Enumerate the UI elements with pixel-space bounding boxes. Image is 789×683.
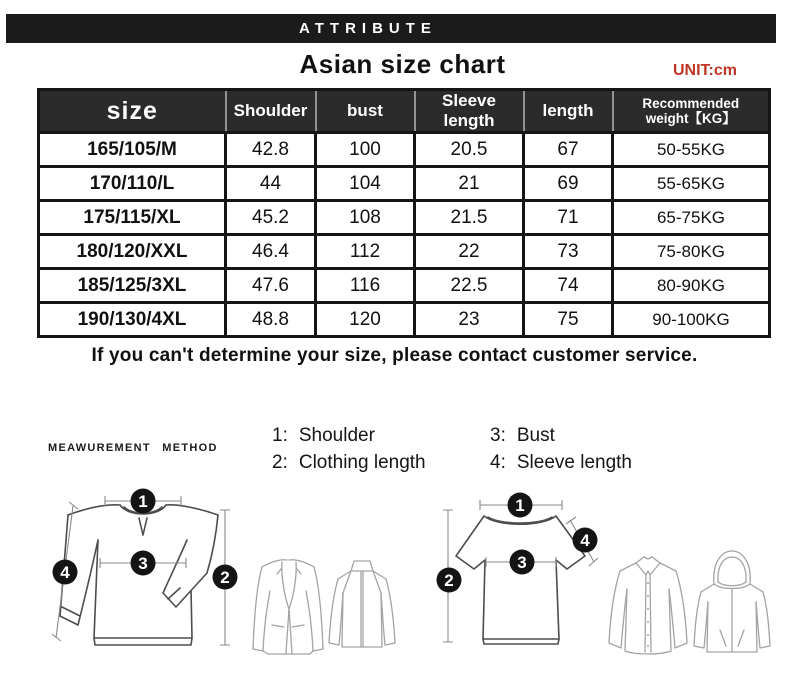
length-value: 73 [524, 235, 613, 269]
bust-value: 104 [316, 167, 415, 201]
table-row [39, 235, 770, 269]
shoulder-value: 48.8 [226, 303, 316, 337]
weight-value: 75-80KG [613, 235, 770, 269]
legend-label: Clothing length [298, 452, 426, 473]
col-header-size: size [39, 90, 226, 133]
marker-sleeve: 4 [580, 531, 590, 550]
size-value: 190/130/4XL [39, 303, 226, 337]
col-header-recommended-weight: Recommended weight【KG】 [613, 90, 770, 133]
sleeve-value: 21 [415, 167, 524, 201]
weight-value: 80-90KG [613, 269, 770, 303]
table-row [39, 133, 770, 167]
length-value: 74 [524, 269, 613, 303]
bust-value: 112 [316, 235, 415, 269]
marker-sleeve: 4 [60, 563, 70, 582]
col-header-bust: bust [316, 90, 415, 133]
legend-item-bust [490, 425, 632, 447]
legend-num: 1: [272, 425, 288, 446]
table-header-row [39, 90, 770, 133]
legend-label: Bust [516, 425, 555, 446]
shoulder-value: 47.6 [226, 269, 316, 303]
legend-item-sleeve-length [490, 452, 632, 474]
weight-value: 50-55KG [613, 133, 770, 167]
shoulder-value: 45.2 [226, 201, 316, 235]
size-value: 165/105/M [39, 133, 226, 167]
table-row [39, 167, 770, 201]
sleeve-value: 23 [415, 303, 524, 337]
marker-shoulder: 1 [515, 496, 525, 515]
col-header-length: length [524, 90, 613, 133]
zip-jacket-icon [326, 555, 398, 655]
legend-item-clothing-length [272, 452, 490, 474]
sweatshirt-measurement-diagram [48, 488, 240, 653]
attribute-title: ATTRIBUTE [299, 20, 437, 37]
sleeve-value: 22.5 [415, 269, 524, 303]
length-value: 71 [524, 201, 613, 235]
col-header-sleeve-length: Sleeve length [415, 90, 524, 133]
marker-length: 2 [220, 568, 230, 587]
marker-shoulder: 1 [138, 492, 148, 511]
bust-value: 108 [316, 201, 415, 235]
sleeve-value: 22 [415, 235, 524, 269]
shoulder-value: 44 [226, 167, 316, 201]
weight-value: 55-65KG [613, 167, 770, 201]
marker-bust: 3 [138, 554, 148, 573]
size-value: 175/115/XL [39, 201, 226, 235]
legend-num: 3: [490, 425, 506, 446]
measurement-method-label: MEAWUREMENT METHOD [48, 442, 218, 454]
blazer-icon [248, 553, 328, 659]
attribute-header-bar [6, 14, 776, 43]
bust-value: 100 [316, 133, 415, 167]
measurement-section [0, 415, 789, 683]
table-row [39, 201, 770, 235]
tshirt-measurement-diagram [438, 492, 600, 646]
marker-length: 2 [444, 571, 454, 590]
marker-bust: 3 [517, 553, 527, 572]
legend-num: 2: [272, 452, 288, 473]
size-value: 180/120/XXL [39, 235, 226, 269]
weight-value: 65-75KG [613, 201, 770, 235]
bust-value: 120 [316, 303, 415, 337]
table-row [39, 269, 770, 303]
sleeve-value: 20.5 [415, 133, 524, 167]
weight-value: 90-100KG [613, 303, 770, 337]
contact-notice: If you can't determine your size, please contact customer service. [91, 345, 698, 366]
shirt-icon [606, 553, 690, 663]
shoulder-value: 42.8 [226, 133, 316, 167]
length-value: 75 [524, 303, 613, 337]
bust-value: 116 [316, 269, 415, 303]
measurement-legend [272, 425, 632, 474]
legend-num: 4: [490, 452, 506, 473]
unit-label: UNIT:cm [672, 62, 737, 79]
hoodie-icon [692, 548, 772, 662]
size-value: 170/110/L [39, 167, 226, 201]
legend-label: Shoulder [298, 425, 375, 446]
length-value: 69 [524, 167, 613, 201]
col-header-shoulder: Shoulder [226, 90, 316, 133]
legend-label: Sleeve length [516, 452, 633, 473]
table-row [39, 303, 770, 337]
legend-item-shoulder [272, 425, 490, 447]
length-value: 67 [524, 133, 613, 167]
size-table [37, 88, 771, 338]
shoulder-value: 46.4 [226, 235, 316, 269]
page-title: Asian size chart [299, 49, 506, 79]
sleeve-value: 21.5 [415, 201, 524, 235]
size-value: 185/125/3XL [39, 269, 226, 303]
